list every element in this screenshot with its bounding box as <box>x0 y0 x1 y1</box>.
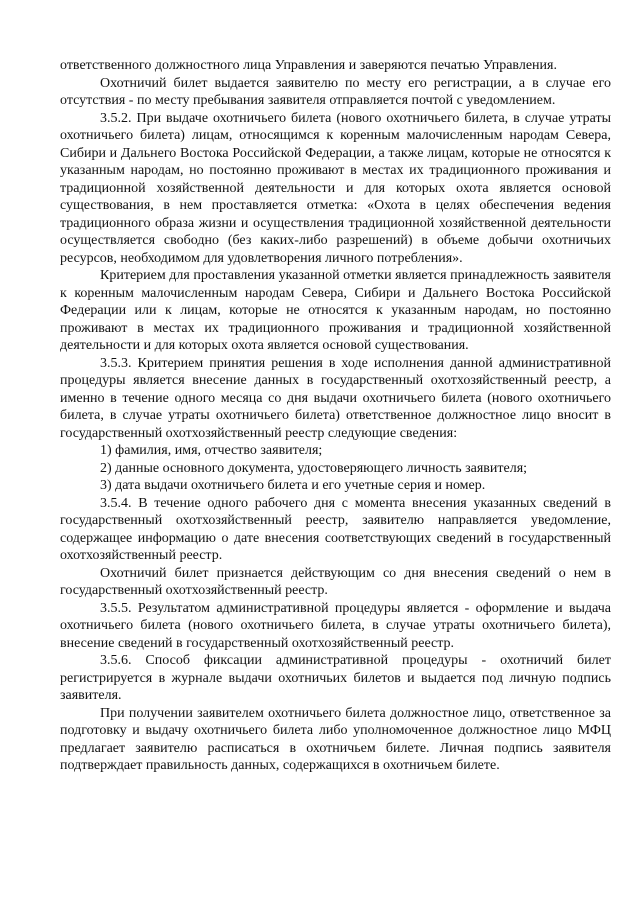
list-item-3: 3) дата выдачи охотничьего билета и его учетные серия и номер. <box>100 478 486 493</box>
paragraph-3-5-4: 3.5.4. В течение одного рабочего дня с момента внесения указанных сведений в государственный охотхозяйственный реестр, заявителю направляется уведомление, содержащее информацию о дате внесения соответствующих сведений в государственный охотхозяйственный реестр. <box>60 495 611 563</box>
paragraph-3-5-5: 3.5.5. Результатом административной процедуры является - оформление и выдача охотничьего билета (нового охотничьего билета, в случае утраты охотничьего билета), внесение сведений в государственный охотхозяйственный реестр. <box>60 600 611 651</box>
list-item-1: 1) фамилия, имя, отчество заявителя; <box>100 443 323 458</box>
list-item-2: 2) данные основного документа, удостоверяющего личность заявителя; <box>100 460 528 476</box>
paragraph-signature: При получении заявителем охотничьего билета должностное лицо, ответственное за подготовку и выдачу охотничьего билета либо уполномоченное должностное лицо МФЦ предлагает заявителю расписаться в охотничьем билете. Личная подпись заявителя подтверждает правильность данных, содержащихся в охотничьем билете. <box>60 705 611 773</box>
document-page <box>60 57 611 775</box>
paragraph-criterion: Критерием для проставления указанной отметки является принадлежность заявителя к коренным малочисленным народам Севера, Сибири и Дальнего Востока Российской Федерации или к лицам, которые не относятся к указанным народам, но постоянно проживают в местах их традиционного проживания и традиционной хозяйственной деятельности и для которых охота является основой существования. <box>60 268 611 353</box>
paragraph-3-5-3: 3.5.3. Критерием принятия решения в ходе исполнения данной административной процедуры является внесение данных в государственный охотхозяйственный реестр, а именно в течение одного месяца со дня выдачи охотничьего билета (нового охотничьего билета, в случае утраты охотничьего билета) ответственное должностное лицо вносит в государственный охотхозяйственный реестр следующие сведения: <box>60 355 611 441</box>
paragraph-3-5-2: 3.5.2. При выдаче охотничьего билета (нового охотничьего билета, в случае утраты охотничьего билета) лицам, относящимся к коренным малочисленным народам Севера, Сибири и Дальнего Востока Российской Федерации, а также лицам, которые не относятся к указанным народам, но постоянно проживают в местах их традиционного проживания и традиционной хозяйственной деятельности и для которых охота является основой существования, в нем проставляется отметка: «Охота в целях обеспечения ведения традиционного образа жизни и осуществления традиционной хозяйственной деятельности осуществляется свободно (без каких-либо разрешений) в объеме добычи охотничьих ресурсов, необходимом для удовлетворения личного потребления». <box>60 110 611 266</box>
paragraph-delivery: Охотничий билет выдается заявителю по месту его регистрации, а в случае его отсутствия - по месту пребывания заявителя отправляется почтой с уведомлением. <box>60 75 611 108</box>
paragraph-3-5-6: 3.5.6. Способ фиксации административной процедуры - охотничий билет регистрируется в журнале выдачи охотничьих билетов и выдается под личную подпись заявителя. <box>60 653 611 703</box>
paragraph-continuation: ответственного должностного лица Управления и заверяются печатью Управления. <box>60 58 557 73</box>
paragraph-ticket-valid: Охотничий билет признается действующим со дня внесения сведений о нем в государственный охотхозяйственный реестр. <box>60 565 611 598</box>
